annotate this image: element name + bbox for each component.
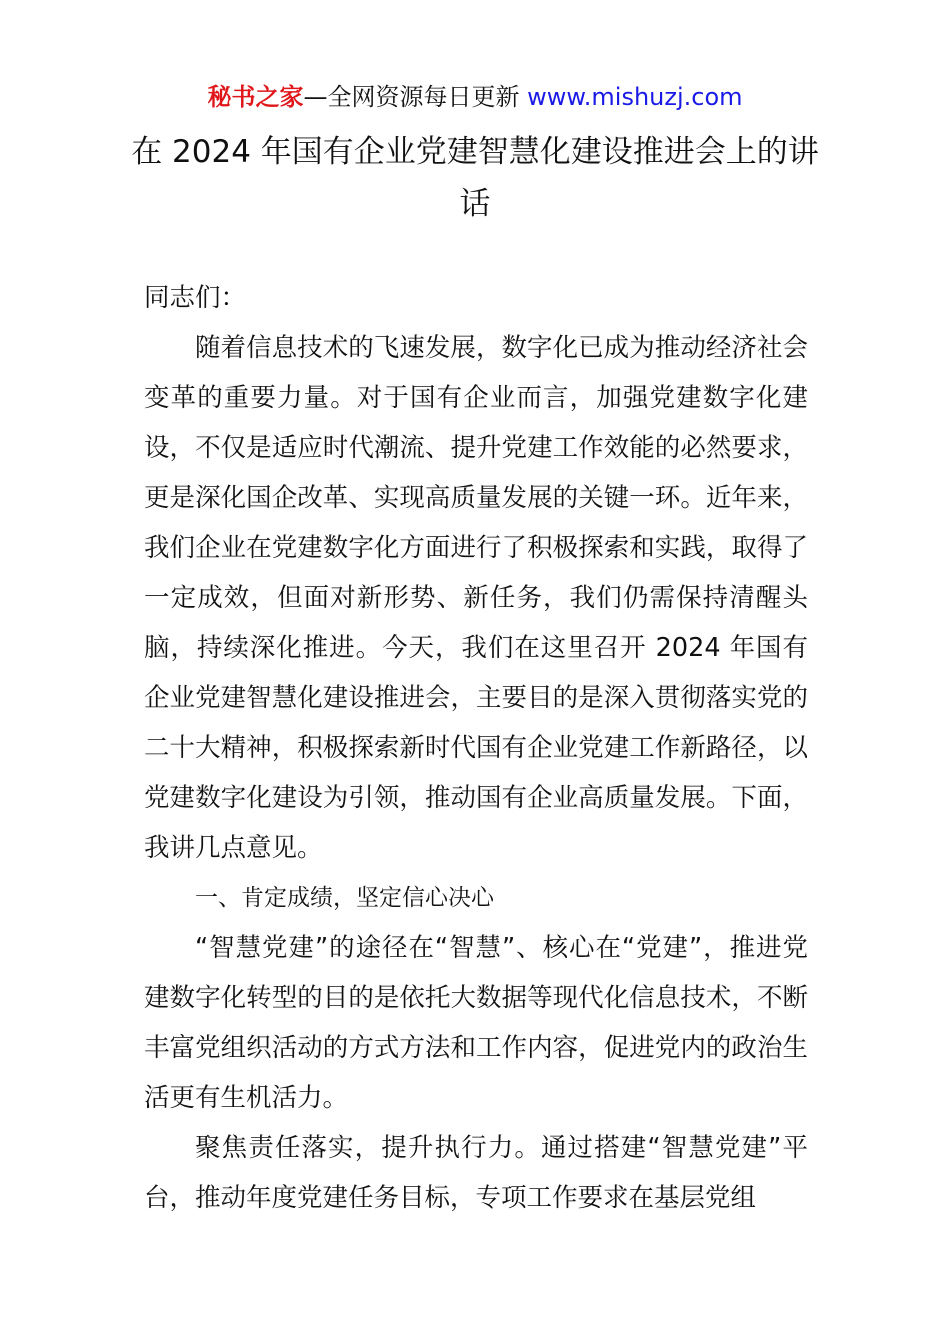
site-url-link[interactable]: www.mishuzj.com (527, 83, 743, 111)
document-body (144, 273, 808, 1223)
intro-paragraph: 随着信息技术的飞速发展，数字化已成为推动经济社会变革的重要力量。对于国有企业而言，加强党建数字化建设，不仅是适应时代潮流、提升党建工作效能的必然要求，更是深化国企改革、实现高质量发展的关键一环。近年来，我们企业在党建数字化方面进行了积极探索和实践，取得了一定成效，但面对新形势、新任务，我们仍需保持清醒头脑，持续深化推进。今天，我们在这里召开 2024 年国有企业党建智慧化建设推进会，主要目的是深入贯彻落实党的二十大精神，积极探索新时代国有企业党建工作新路径，以党建数字化建设为引领，推动国有企业高质量发展。下面，我讲几点意见。 (144, 333, 808, 863)
section-heading: 一、肯定成绩，坚定信心决心 (195, 885, 494, 911)
document-title: 在 2024 年国有企业党建智慧化建设推进会上的讲话 (131, 134, 819, 222)
site-brand: 秘书之家 (207, 83, 304, 111)
site-header (0, 80, 950, 114)
body-paragraph: “智慧党建”的途径在“智慧”、核心在“党建”，推进党建数字化转型的目的是依托大数据等现代化信息技术，不断丰富党组织活动的方式方法和工作内容，促进党内的政治生活更有生机活力。 (144, 933, 808, 1113)
body-paragraph: 聚焦责任落实，提升执行力。通过搭建“智慧党建”平台，推动年度党建任务目标，专项工作要求在基层党组 (144, 1133, 808, 1213)
salutation: 同志们： (144, 283, 247, 313)
site-tagline: —全网资源每日更新 (303, 83, 528, 111)
